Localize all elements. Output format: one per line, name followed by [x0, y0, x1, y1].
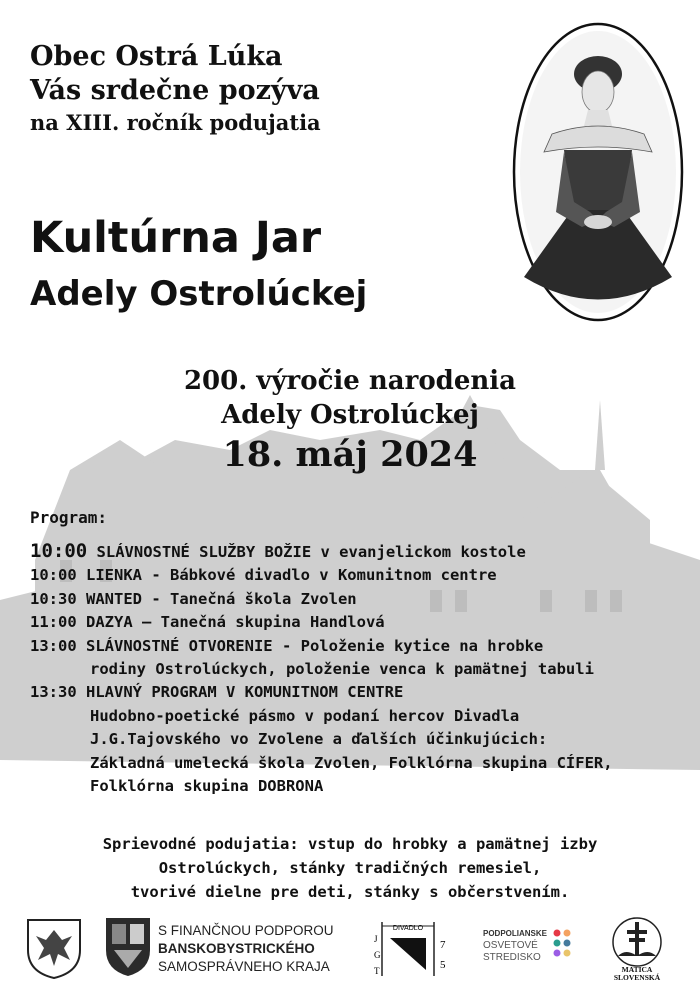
program-detail: J.G.Tajovského vo Zvolene a ďalších účinkujúcich:: [90, 730, 548, 749]
theatre-letter-t: T: [374, 966, 380, 976]
program-time: 10:30: [30, 589, 77, 608]
header-line-3: na XIII. ročník podujatia: [30, 110, 321, 135]
matica-slovenska-text: [600, 966, 674, 982]
program-item: [30, 635, 613, 658]
program-time: 13:00: [30, 636, 77, 655]
program-item: [30, 611, 613, 634]
support-line-1: S FINANČNOU PODPOROU: [158, 923, 334, 938]
theatre-letter-g: G: [374, 950, 381, 960]
theatre-number-1: 7: [440, 939, 446, 951]
program-text: SLÁVNOSTNÉ OTVORENIE - Položenie kytice na hrobke: [76, 636, 544, 655]
header-line-2: Vás srdečne pozýva: [30, 75, 320, 106]
program-text: DAZYA – Tanečná skupina Handlová: [76, 613, 385, 632]
program-list: [30, 540, 613, 798]
program-detail: Folklórna skupina DOBRONA: [90, 777, 324, 796]
event-date: 18. máj 2024: [222, 434, 478, 475]
theatre-number-2: 5: [440, 959, 446, 971]
pos-line-2: OSVETOVÉ: [483, 940, 538, 951]
anniversary-line-1: 200. výročie narodenia: [183, 366, 517, 396]
support-line-2: BANSKOBYSTRICKÉHO: [158, 941, 315, 956]
program-item: [30, 564, 613, 587]
side-events-line-1: Sprievodné podujatia: vstup do hrobky a pamätnej izby: [102, 835, 598, 853]
pos-line-3: STREDISKO: [483, 952, 541, 963]
program-time: 13:30: [30, 683, 77, 702]
village-coat-of-arms-icon: [24, 916, 84, 980]
support-line-3: SAMOSPRÁVNEHO KRAJA: [158, 959, 330, 974]
invitation-header: [30, 40, 321, 138]
program-item-continuation: rodiny Ostrolúckych, položenie venca k pamätnej tabuli: [90, 660, 594, 679]
portrait-adela-ostrolucka: [512, 22, 684, 322]
side-events-line-3: tvorivé dielne pre deti, stánky s občerstvením.: [130, 883, 570, 901]
program-text: HLAVNÝ PROGRAM V KOMUNITNOM CENTRE: [76, 683, 404, 702]
region-emblem-icon: [104, 916, 152, 978]
sponsor-logos: [0, 908, 700, 988]
program-text: LIENKA - Bábkové divadlo v Komunitnom centre: [76, 566, 497, 585]
cultural-centre-logo-text: [483, 928, 547, 964]
anniversary-block: [0, 364, 700, 478]
event-title: Kultúrna Jar: [30, 213, 322, 263]
theatre-word: DIVADLO: [392, 925, 424, 932]
theatre-logo: [368, 918, 454, 980]
side-events-line-2: Ostrolúckych, stánky tradičných remesiel,: [158, 859, 542, 877]
anniversary-line-2: Adely Ostrolúckej: [221, 400, 479, 430]
pos-line-1: PODPOLIANSKE: [483, 929, 548, 938]
program-time: 10:00: [30, 540, 88, 562]
program-text: WANTED - Tanečná škola Zvolen: [76, 589, 357, 608]
program-item: [30, 540, 613, 564]
program-text: SLÁVNOSTNÉ SLUŽBY BOŽIE v evanjelickom kostole: [87, 543, 526, 561]
program-detail: Základná umelecká škola Zvolen, Folklórna skupina CÍFER,: [90, 753, 613, 772]
header-line-1: Obec Ostrá Lúka: [30, 41, 283, 72]
matica-line-2: SLOVENSKÁ: [613, 973, 661, 982]
regional-support-text: [158, 922, 334, 976]
program-detail: Hudobno-poetické pásmo v podaní hercov Divadla: [90, 706, 520, 725]
event-subtitle: Adely Ostrolúckej: [30, 274, 368, 314]
program-item: [30, 681, 613, 704]
program-time: 10:00: [30, 566, 77, 585]
program-label: Program:: [30, 508, 108, 527]
program-item: [30, 588, 613, 611]
matica-slovenska-emblem-icon: [604, 912, 670, 968]
matica-line-1: MATICA: [621, 965, 653, 974]
theatre-letter-j: J: [374, 934, 378, 944]
cultural-centre-dots-icon: [552, 928, 576, 962]
program-time: 11:00: [30, 613, 77, 632]
side-events: [0, 832, 700, 904]
